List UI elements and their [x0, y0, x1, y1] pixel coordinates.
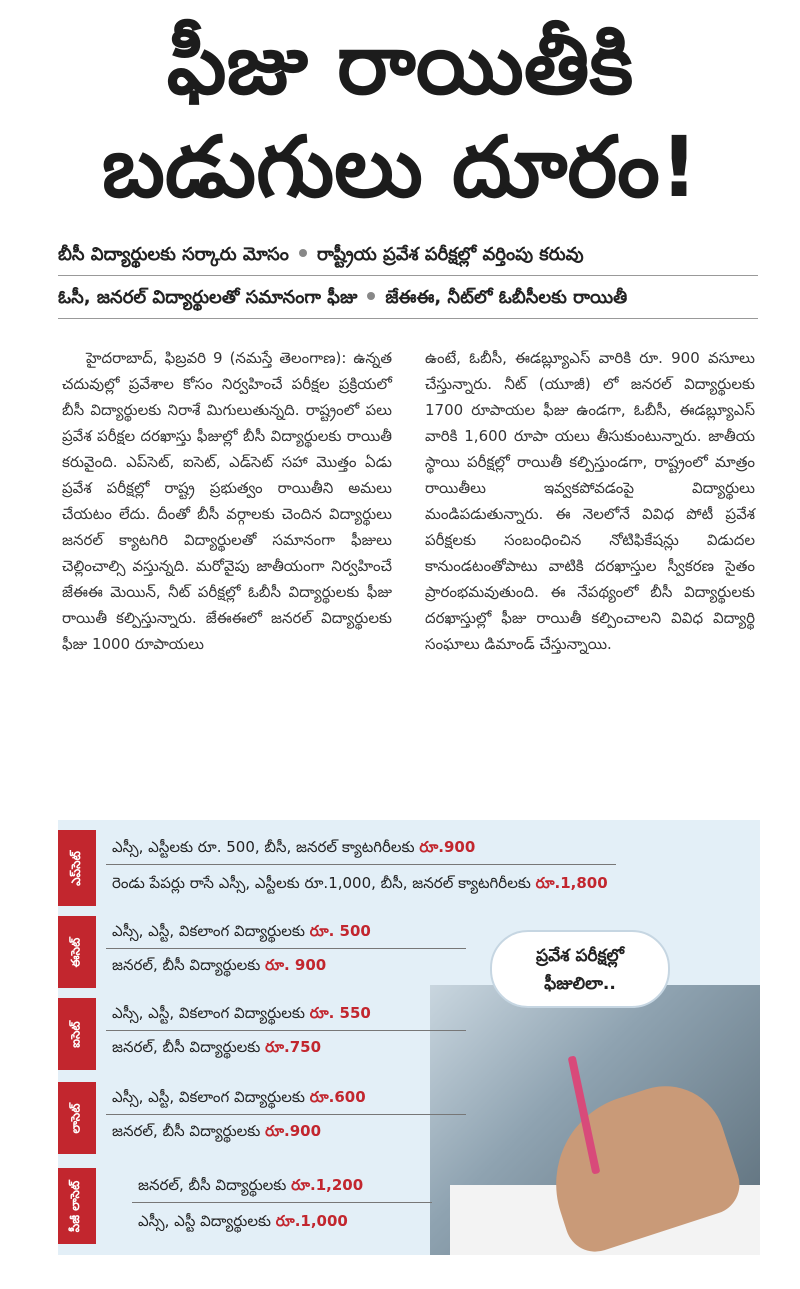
exam-tab: ఎప్‌సెట్	[58, 830, 96, 906]
fee-line: ఎస్సీ, ఎస్టీ, వికలాంగ విద్యార్థులకు రూ. 500	[112, 922, 371, 940]
fee-line: జనరల్, బీసీ విద్యార్థులకు రూ.750	[112, 1038, 322, 1056]
underline	[106, 948, 466, 949]
divider	[58, 275, 758, 276]
subheading-1a: బీసీ విద్యార్థులకు సర్కారు మోసం	[58, 244, 289, 265]
subheading-2b: జేఈఈ, నీట్‌లో ఓబీసీలకు రాయితీ	[385, 287, 628, 308]
fee-line: ఎస్సీ, ఎస్టీ, వికలాంగ విద్యార్థులకు రూ. 550	[112, 1004, 371, 1022]
callout-line-2: ఫీజులిలా..	[544, 974, 616, 994]
fee-line: ఎస్సీ, ఎస్టీలకు రూ. 500, బీసీ, జనరల్ క్యాటగిరీలకు రూ.900	[112, 838, 476, 856]
fee-line: జనరల్, బీసీ విద్యార్థులకు రూ.900	[112, 1122, 322, 1140]
fee-line: ఎస్సీ, ఎస్టీ విద్యార్థులకు రూ.1,000	[138, 1212, 348, 1230]
headline-line-2: బడుగులు దూరం!	[101, 118, 699, 216]
fee-line: జనరల్, బీసీ విద్యార్థులకు రూ.1,200	[138, 1176, 364, 1194]
subheading-row-1	[58, 242, 758, 268]
article-paragraph: హైదరాబాద్, ఫిబ్రవరి 9 (నమస్తే తెలంగాణ): ఉన్నత చదువుల్లో ప్రవేశాల కోసం నిర్వహించే పరీక్షల ప్రక్రియలో బీసీ విద్యార్థులకు నిరాశే మిగులుతున్నది. రాష్ట్రంలో పలు ప్రవేశ పరీక్షల దరఖాస్తు ఫీజుల్లో బీసీ విద్యార్థులకు రాయితీ కరువైంది. ఎప్‌సెట్, ఐసెట్, ఎడ్‌సెట్ సహా మొత్తం ఏడు ప్రవేశ పరీక్షల్లో రాష్ట్ర ప్రభుత్వం రాయితీని అమలు చేయటం లేదు. దీంతో బీసీ వర్గాలకు చెందిన విద్యార్థులు జనరల్ క్యాటగిరి విద్యార్థులతో సమానంగా ఫీజులు చెల్లించాల్సి వస్తున్నది. మరోవైపు జాతీయంగా నిర్వహించే జేఈఈ మెయిన్, నీట్ పరీక్షల్లో ఓబీసీ విద్యార్థులకు ఫీజు రాయితీ కల్పిస్తున్నారు. జేఈఈలో జనరల్ విద్యార్థులకు ఫీజు 1000 రూపాయలు	[62, 349, 392, 653]
underline	[106, 864, 616, 865]
exam-tab: ఐసెట్	[58, 998, 96, 1070]
exam-tab: ఈసెట్	[58, 916, 96, 988]
fee-row-pglawcet	[58, 1168, 760, 1244]
bullet-dot-icon	[367, 292, 375, 300]
fee-row-icet	[58, 998, 760, 1070]
bullet-dot-icon	[299, 249, 307, 257]
fee-line: ఎస్సీ, ఎస్టీ, వికలాంగ విద్యార్థులకు రూ.600	[112, 1088, 366, 1106]
headline-line-1: ఫీజు రాయితీకి	[166, 15, 634, 113]
exam-tab: పీజీ లాసెట్	[58, 1168, 96, 1244]
fee-row-lawcet	[58, 1082, 760, 1154]
fee-row-ecet	[58, 916, 760, 988]
article-column-left	[62, 345, 392, 657]
article-paragraph: ఉంటే, ఓబీసీ, ఈడబ్ల్యూఎస్ వారికి రూ. 900 వసూలు చేస్తున్నారు. నీట్ (యూజీ) లో జనరల్ విద్యార్థులకు 1700 రూపాయల ఫీజు ఉండగా, ఓబీసీ, ఈడబ్ల్యూఎస్ వారికి 1,600 రూపా యలు తీసుకుంటున్నారు. జాతీయ స్థాయి పరీక్షల్లో రాయితీ కల్పిస్తుండగా, రాష్ట్రంలో మాత్రం రాయితీలు ఇవ్వకపోవడంపై విద్యార్థులు మండిపడుతున్నారు. ఈ నెలలోనే వివిధ పోటీ ప్రవేశ పరీక్షలకు సంబంధించిన నోటిఫికేషన్లు విడుదల కానుండటంతోపాటు వాటికి దరఖాస్తుల స్వీకరణ సైతం ప్రారంభమవుతుంది. ఈ నేపథ్యంలో బీసీ విద్యార్థులకు దరఖాస్తుల్లో ఫీజు రాయితీ కల్పించాలని వివిధ విద్యార్థి సంఘాలు డిమాండ్ చేస్తున్నాయి.	[425, 349, 755, 653]
fee-line: రెండు పేపర్లు రాసే ఎస్సీ, ఎస్టీలకు రూ.1,000, బీసీ, జనరల్ క్యాటగిరీలకు రూ.1,800	[112, 874, 608, 892]
subheading-1b: రాష్ట్రీయ ప్రవేశ పరీక్షల్లో వర్తింపు కరువు	[316, 244, 584, 265]
subheading-2a: ఓసీ, జనరల్ విద్యార్థులతో సమానంగా ఫీజు	[58, 287, 358, 308]
underline	[106, 1114, 466, 1115]
subheading-row-2	[58, 285, 758, 311]
fee-line: జనరల్, బీసీ విద్యార్థులకు రూ. 900	[112, 956, 327, 974]
fee-row-epcet	[58, 830, 760, 906]
divider	[58, 318, 758, 319]
article-column-right	[425, 345, 755, 657]
underline	[106, 1030, 466, 1031]
underline	[132, 1202, 432, 1203]
fee-info-panel	[58, 820, 760, 1255]
callout-line-1: ప్రవేశ పరీక్షల్లో	[536, 946, 624, 966]
exam-tab: లాసెట్	[58, 1082, 96, 1154]
